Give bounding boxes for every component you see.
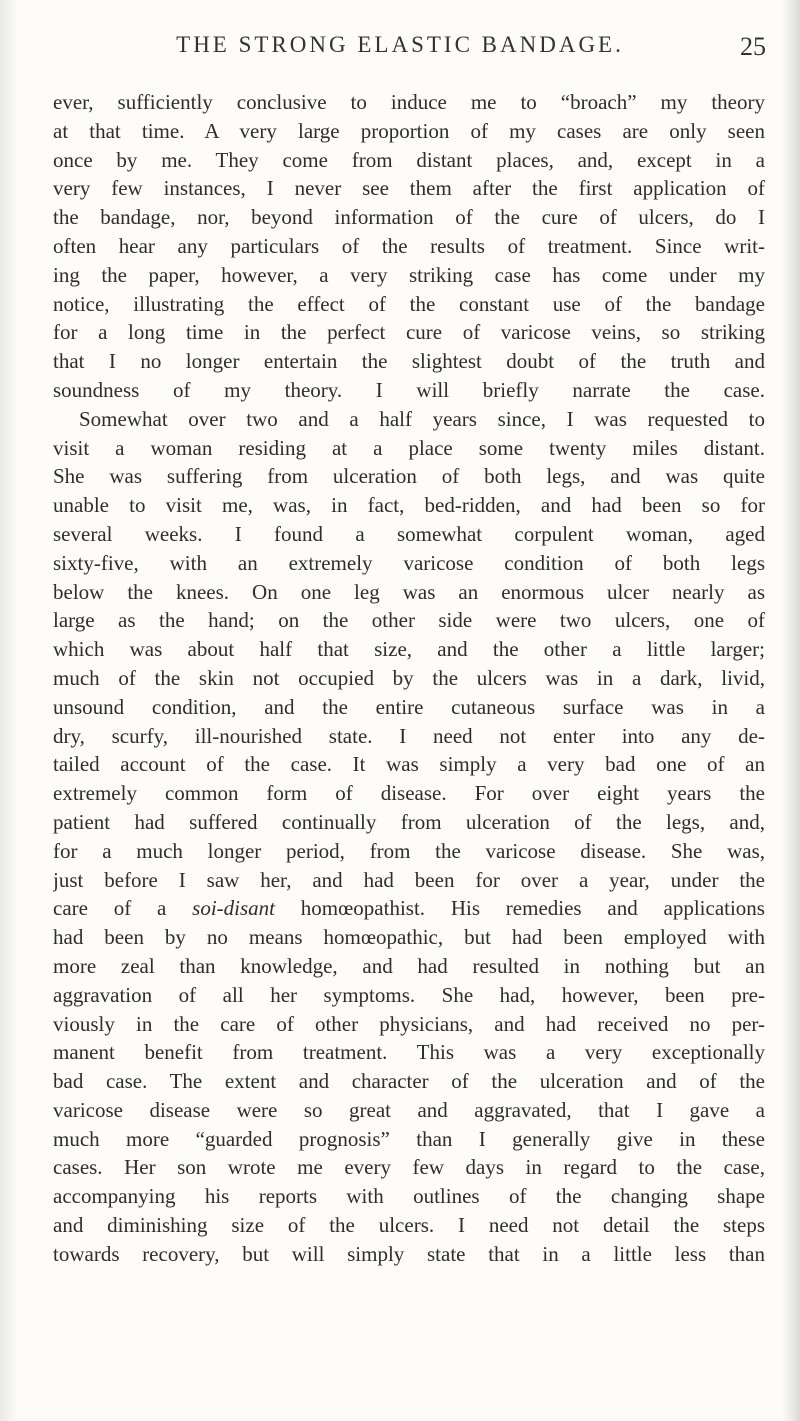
text-line: patient had suffered continually from ulceration of the legs, and, [53,809,765,834]
text-line: at that time. A very large proportion of my cases are only seen [53,118,765,143]
text-line [53,894,765,923]
text-line: ever, sufficiently conclusive to induce me to “broach” my theory [53,90,765,114]
text-line: large as the hand; on the other side were two ulcers, one of [53,608,765,633]
text-line: towards recovery, but will simply state that in a little less than [53,1241,765,1266]
text-line: more zeal than knowledge, and had resulted in nothing but an [53,953,765,978]
text-line: very few instances, I never see them after the first application of [53,176,765,201]
page-number: 25 [740,32,766,61]
text-segment: care of a [53,896,193,921]
text-line: that I no longer entertain the slightest doubt of the truth and [53,349,765,374]
text-line: extremely common form of disease. For over eight years the [53,781,765,806]
text-line: once by me. They come from distant places, and, except in a [53,147,765,172]
page-edge-left [0,0,18,1421]
running-head: THE STRONG ELASTIC BANDAGE. [176,32,624,57]
text-line: much of the skin not occupied by the ulcers was in a dark, livid, [53,665,765,690]
text-line: just before I saw her, and had been for over a year, under the [53,867,765,892]
text-line: the bandage, nor, beyond information of the cure of ulcers, do I [53,205,765,230]
text-line: bad case. The extent and character of the ulceration and of the [53,1069,765,1094]
text-line: viously in the care of other physicians, and had received no per- [53,1011,765,1036]
text-line: unsound condition, and the entire cutaneous surface was in a [53,694,765,719]
text-line: had been by no means homœopathic, but had been employed with [53,925,765,950]
text-line: visit a woman residing at a place some twenty miles distant. [53,435,765,460]
text-line: tailed account of the case. It was simply a very bad one of an [53,752,765,777]
text-line: dry, scurfy, ill-nourished state. I need not enter into any de- [53,723,765,748]
text-line: several weeks. I found a somewhat corpulent woman, aged [53,521,765,546]
text-line: sixty-five, with an extremely varicose condition of both legs [53,550,765,575]
text-line: often hear any particulars of the results of treatment. Since writ- [53,233,765,258]
italic-phrase: soi-disant [192,896,275,921]
body-text [53,88,765,1269]
text-line: unable to visit me, was, in fact, bed-ridden, and had been so for [53,493,765,518]
text-line: below the knees. On one leg was an enormous ulcer nearly as [53,579,765,604]
text-line: ing the paper, however, a very striking case has come under my [53,262,765,287]
text-segment: homœopathist. His remedies and applications [275,896,765,921]
text-line: She was suffering from ulceration of both legs, and was quite [53,464,765,489]
text-line: cases. Her son wrote me every few days in regard to the case, [53,1155,765,1180]
text-line: aggravation of all her symptoms. She had, however, been pre- [53,982,765,1007]
text-line: which was about half that size, and the other a little larger; [53,637,765,662]
text-line: soundness of my theory. I will briefly narrate the case. [53,377,765,402]
text-line: notice, illustrating the effect of the constant use of the bandage [53,291,765,316]
text-line: for a much longer period, from the varicose disease. She was, [53,838,765,863]
text-line: varicose disease were so great and aggravated, that I gave a [53,1097,765,1122]
text-line: and diminishing size of the ulcers. I need not detail the steps [53,1213,765,1238]
text-line: manent benefit from treatment. This was a very exceptionally [53,1040,765,1065]
text-line: much more “guarded prognosis” than I generally give in these [53,1126,765,1151]
text-line: accompanying his reports with outlines of the changing shape [53,1184,765,1209]
text-line: Somewhat over two and a half years since, I was requested to [79,406,765,431]
text-line: for a long time in the perfect cure of varicose veins, so striking [53,320,765,345]
page-edge-right [782,0,800,1421]
page-header [0,32,800,72]
